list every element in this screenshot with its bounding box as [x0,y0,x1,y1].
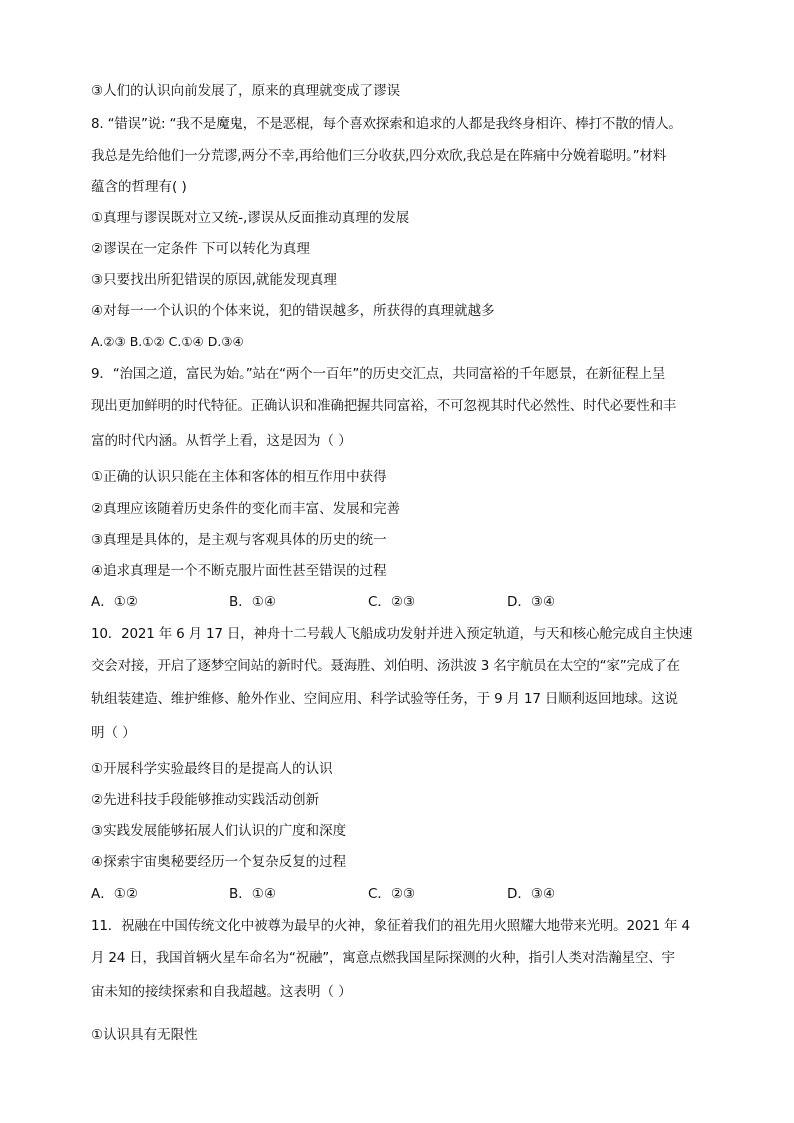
q10-choice-a: A．①② [91,886,138,902]
q10-option-3: ③实践发展能够拓展人们认识的广度和深度 [91,823,347,839]
q10-stem-line-2: 交会对接，开启了逐梦空间站的新时代。聂海胜、刘伯明、汤洪波 3 名宇航员在太空的“家”完成了在 [91,658,680,674]
q10-choice-c: C．②③ [368,886,416,902]
q9-option-3: ③真理是具体的，是主观与客观具体的历史的统一 [91,532,387,548]
q8-option-2: ②谬误在一定条件 下可以转化为真理 [91,241,310,257]
q11-stem-line-2: 月 24 日，我国首辆火星车命名为“祝融”，寓意点燃我国星际探测的火种，指引人类对浩瀚星空、宇 [91,950,675,966]
q9-option-4: ④追求真理是一个不断克服片面性甚至错误的过程 [91,563,387,579]
q9-choice-b: B．①④ [229,594,276,610]
q8-option-4: ④对每一一个认识的个体来说，犯的错误越多，所获得的真理就越多 [91,303,495,319]
q9-option-1: ①正确的认识只能在主体和客体的相互作用中获得 [91,469,387,485]
q10-choice-b: B．①④ [229,886,276,902]
q10-option-1: ①开展科学实验最终目的是提高人的认识 [91,761,333,777]
q9-stem-line-2: 现出更加鲜明的时代特征。正确认识和准确把握共同富裕，不可忽视其时代必然性、时代必要性和丰 [91,398,677,414]
q8-stem-line-1: 8. “错误”说: “我不是魔鬼，不是恶棍，每个喜欢探索和追求的人都是我终身相许、棒打不散的情人。 [91,116,682,132]
q8-stem-line-2: 我总是先给他们一分荒谬,两分不幸,再给他们三分收获,四分欢欣,我总是在阵痛中分娩着聪明。”材料 [91,148,667,164]
q8-option-3: ③只要找出所犯错误的原因,就能发现真理 [91,272,337,288]
q9-choice-a: A．①② [91,594,138,610]
q8-option-1: ①真理与谬误既对立又统-,谬误从反面推动真理的发展 [91,210,410,226]
q10-option-2: ②先进科技手段能够推动实践活动创新 [91,792,320,808]
q10-answer-choices [91,885,711,903]
q11-option-1: ①认识具有无限性 [91,1027,198,1043]
q8-stem-line-3: 蕴含的哲理有( ) [91,179,187,195]
q9-option-2: ②真理应该随着历史条件的变化而丰富、发展和完善 [91,501,401,517]
q10-stem-line-3: 轨组装建造、维护维修、舱外作业、空间应用、科学试验等任务，于 9 月 17 日顺利返回地球。这说 [91,691,678,707]
q10-option-4: ④探索宇宙奥秘要经历一个复杂反复的过程 [91,854,347,870]
q9-stem-line-1: 9．“治国之道，富民为始。”站在“两个一百年”的历史交汇点，共同富裕的千年愿景，在新征程上呈 [91,366,666,382]
q10-choice-d: D．③④ [507,886,556,902]
q9-answer-choices [91,593,711,611]
q8-answer-choices: A.②③ B.①② C.①④ D.③④ [91,334,244,349]
q11-stem-line-3: 宙未知的接续探索和自我超越。这表明（ ） [91,984,352,1000]
q9-choice-d: D．③④ [507,594,556,610]
q11-stem-line-1: 11．祝融在中国传统文化中被尊为最早的火神，象征着我们的祖先用火照耀大地带来光明。2021 年 4 [91,918,690,934]
q9-choice-c: C．②③ [368,594,416,610]
q10-stem-line-4: 明（ ） [91,725,136,741]
q10-stem-line-1: 10．2021 年 6 月 17 日，神舟十二号载人飞船成功发射并进入预定轨道，与天和核心舱完成自主快速 [91,626,693,642]
q7-option-3: ③人们的认识向前发展了，原来的真理就变成了谬误 [91,83,401,99]
q9-stem-line-3: 富的时代内涵。从哲学上看，这是因为（ ） [91,433,352,449]
